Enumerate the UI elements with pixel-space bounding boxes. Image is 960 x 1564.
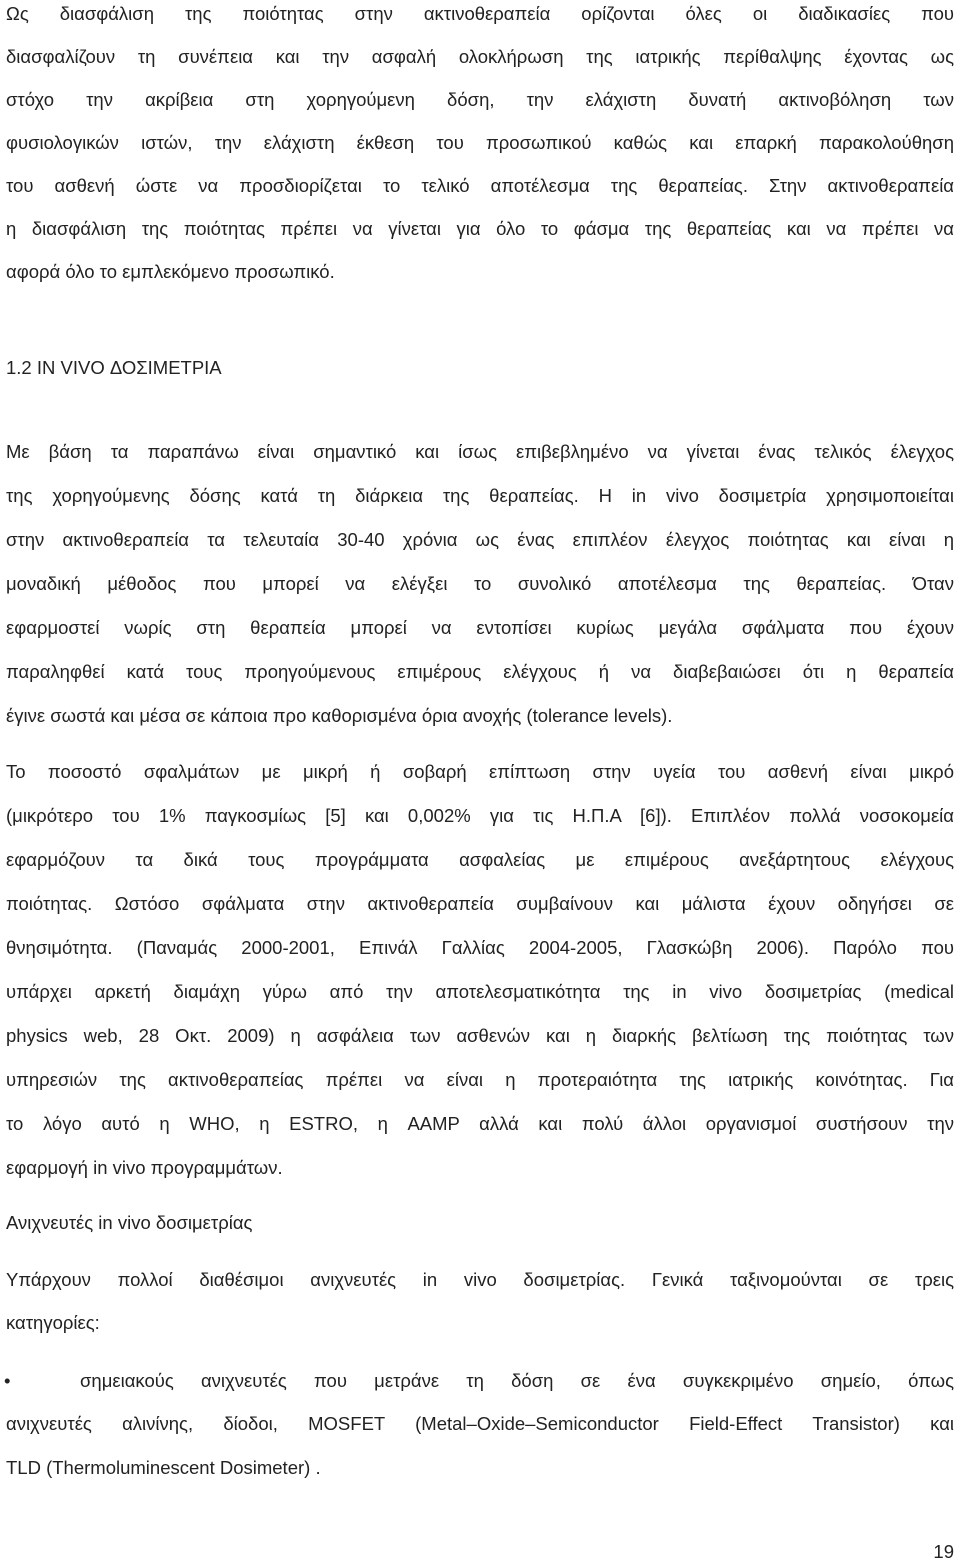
text-line: Το ποσοστό σφαλμάτων με μικρή ή σοβαρή επίπτωση στην υγεία του ασθενή είναι μικρό [6, 761, 954, 782]
text-line: κατηγορίες: [6, 1312, 100, 1333]
text-line: παραληφθεί κατά τους προηγούμενους επιμέρους ελέγχους ή να διαβεβαιώσει ότι η θεραπεία [6, 661, 954, 682]
text-line: το λόγο αυτό η WHO, η ESTRO, η AAMP αλλά και πολύ άλλοι οργανισμοί συστήσουν την [6, 1113, 954, 1134]
section-heading: 1.2 IN VIVO ΔΟΣΙΜΕΤΡΙΑ [6, 357, 222, 378]
text-line: εφαρμογή in vivo προγραμμάτων. [6, 1157, 283, 1178]
text-line: θνησιμότητα. (Παναμάς 2000-2001, Επινάλ Γαλλίας 2004-2005, Γλασκώβη 2006). Παρόλο που [6, 937, 954, 958]
text-line: στόχο την ακρίβεια στη χορηγούμενη δόση, την ελάχιστη δυνατή ακτινοβόληση των [6, 89, 954, 110]
text-line: Με βάση τα παραπάνω είναι σημαντικό και ίσως επιβεβλημένο να γίνεται ένας τελικός έλεγχος [6, 441, 954, 462]
subheading-detectors: Ανιχνευτές in vivo δοσιμετρίας [6, 1212, 253, 1233]
text-line: της χορηγούμενης δόσης κατά τη διάρκεια της θεραπείας. Η in vivo δοσιμετρία χρησιμοποιείται [6, 485, 954, 506]
text-line: εφαρμοστεί νωρίς στη θεραπεία μπορεί να εντοπίσει κυρίως μεγάλα σφάλματα που έχουν [6, 617, 954, 638]
text-line: (μικρότερο του 1% παγκοσμίως [5] και 0,002% για τις Η.Π.Α [6]). Επιπλέον πολλά νοσοκομεία [6, 805, 954, 826]
text-line: αφορά όλο το εμπλεκόμενο προσωπικό. [6, 261, 335, 282]
text-line: TLD (Thermoluminescent Dosimeter) . [6, 1457, 321, 1478]
text-line: σημειακούς ανιχνευτές που μετράνε τη δόση σε ένα συγκεκριμένο σημείο, όπως [80, 1370, 954, 1391]
text-line: εφαρμόζουν τα δικά τους προγράμματα ασφαλείας με επιμέρους ανεξάρτητους ελέγχους [6, 849, 954, 870]
page-number: 19 [933, 1541, 954, 1562]
text-line: Υπάρχουν πολλοί διαθέσιμοι ανιχνευτές in vivo δοσιμετρίας. Γενικά ταξινομούνται σε τρεις [6, 1269, 954, 1290]
text-line: υπάρχει αρκετή διαμάχη γύρω από την αποτελεσματικότητα της in vivo δοσιμετρίας (medical [6, 981, 954, 1002]
text-line: υπηρεσιών της ακτινοθεραπείας πρέπει να είναι η προτεραιότητα της ιατρικής κοινότητας. Για [6, 1069, 954, 1090]
text-line: physics web, 28 Οκτ. 2009) η ασφάλεια των ασθενών και η διαρκής βελτίωση της ποιότητας των [6, 1025, 954, 1046]
text-line: Ως διασφάλιση της ποιότητας στην ακτινοθεραπεία ορίζονται όλες οι διαδικασίες που [6, 3, 954, 24]
text-line: ποιότητας. Ωστόσο σφάλματα στην ακτινοθεραπεία συμβαίνουν και μάλιστα έχουν οδηγήσει σε [6, 893, 954, 914]
text-line: η διασφάλιση της ποιότητας πρέπει να γίνεται για όλο το φάσμα της θεραπείας και να πρέπει να [6, 218, 954, 239]
text-line: διασφαλίζουν τη συνέπεια και την ασφαλή ολοκλήρωση της ιατρικής περίθαλψης έχοντας ως [6, 46, 954, 67]
text-line: ανιχνευτές αλινίνης, δίοδοι, MOSFET (Metal–Oxide–Semiconductor Field-Effect Transistor) και [6, 1413, 954, 1434]
text-line: του ασθενή ώστε να προσδιορίζεται το τελικό αποτέλεσμα της θεραπείας. Στην ακτινοθεραπεία [6, 175, 954, 196]
bullet-icon: • [4, 1370, 11, 1391]
text-line: μοναδική μέθοδος που μπορεί να ελέγξει το συνολικό αποτέλεσμα της θεραπείας. Όταν [6, 573, 954, 594]
text-line: στην ακτινοθεραπεία τα τελευταία 30-40 χρόνια ως ένας επιπλέον έλεγχος ποιότητας και είναι η [6, 529, 954, 550]
text-line: φυσιολογικών ιστών, την ελάχιστη έκθεση του προσωπικού καθώς και επαρκή παρακολούθηση [6, 132, 954, 153]
text-line: έγινε σωστά και μέσα σε κάποια προ καθορισμένα όρια ανοχής (tolerance levels). [6, 705, 673, 726]
